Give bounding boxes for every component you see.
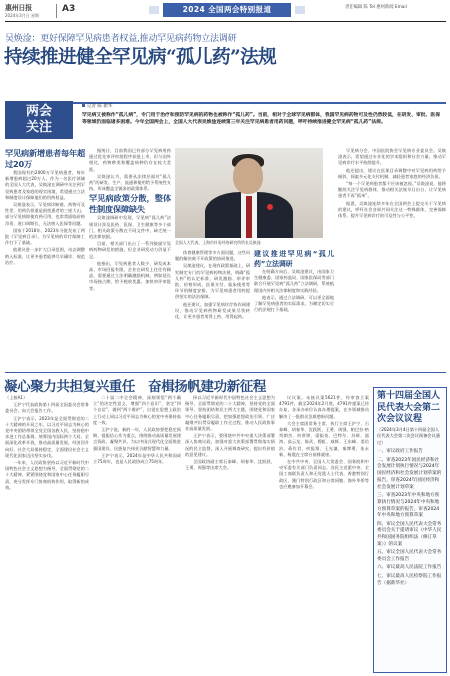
article2-headline: 凝心聚力共担复兴重任 奋楫扬帆建功新征程	[4, 379, 266, 395]
agenda-item: 七、审议最高人民检察院工作报告（据新华社）	[377, 573, 442, 586]
article1-column-3	[175, 250, 250, 370]
column1-section-title: 罕见病新增患者每年超过20万	[5, 148, 85, 169]
paragraph: 据统计，目前我国已有部分罕见病用药通过优先审评审批程序获批上市，但与国外相比，药物种类和覆盖病种仍存在较大差距。	[89, 148, 171, 172]
paragraph: 据悉，吴焕淦连续多年在全国两会上提交关于罕见病的建议，呼吁社会各界共同关注这一特殊群体，完善保障体系，提升罕见病诊疗的可及性与公平性。	[338, 200, 446, 219]
article1-column-5	[338, 148, 446, 370]
column2-section-title: 罕见病政策分散，整体性制度保障缺失	[89, 193, 171, 215]
paragraph: 我国现有约2000万罕见病患者，每年新增患病超过20万人。作为一名医疗领域的全国人大代表，吴焕淦在调研中关注到罕见病患者及家庭的现实困境，希望通过立法和制度设计保障他们的用药权益。	[5, 170, 85, 200]
article1-column-1	[5, 148, 85, 370]
paragraph: 一年来，人民政协坚持以习近平新时代中国特色社会主义思想为指导，全面贯彻党的二十大精神，紧紧围绕党和国家中心任务履职尽责，充分发挥专门协商机构作用，取得新的成效。	[5, 460, 89, 490]
agenda-item: 三、审查2023年中央和地方预算执行情况与2024年中央和地方预算草案的报告，审查2024年中央和地方预算草案	[377, 493, 440, 519]
paragraph: 他建议进一步扩大目录范围，动态调整纳入标准，让更多患者能够尽早确诊、规范治疗。	[5, 247, 85, 265]
paragraph: 议议案。未接议案5621件，经审查立案4791件，截至2024年2月底，4791件提案已经办复，各承办单位认真办理提案，在多领域推动解决了一批群众急难愁盼问题。	[279, 395, 369, 419]
paragraph: 他还提出，建议在医保目录调整中对罕见病用药给予倾斜，探索多元化支付机制，减轻患者家庭的经济负担。	[338, 167, 446, 179]
portrait-photo	[175, 148, 323, 238]
paragraph: “每一个罕见病患者都不应该被忽视。”吴焕淦说，他将继续关注罕见病群体，推动相关法规早日出台，让罕见病患者不再“孤单”。	[338, 181, 446, 199]
paragraph: 王沪宁说，新的一年，人民政协要把稳定预期、提振信心作为重点，围绕推动高质量发展建言资政、凝聚共识，为以中国式现代化全面推进强国建设、民族复兴伟业贡献智慧和力量。	[93, 427, 181, 451]
banner-left-ornament-icon	[149, 6, 159, 14]
paragraph: 全国政协副主席石泰峰、胡春华、沈跃跃、王勇、周强等出席大会。	[185, 459, 275, 471]
paragraph: 吴焕淦建议，在现有政策基础上，研究制定专门的罕见病药物法规，明确“孤儿药”的认定标准、研发激励、审评审批、价格形成、医保支付、临床使用等环节的制度安排，为罕见病患者用药提供坚实的法治保障。	[175, 263, 250, 300]
paragraph: 体育健康管理等多方面问题，这些问题的解决离不开政策的协同推进。	[175, 250, 250, 262]
article-subheadline: 吴焕淦：更好保障罕见病患者权益,推动罕见病药物立法调研	[5, 34, 237, 44]
section-label	[5, 101, 73, 139]
agenda-item: 二、审查2023年国民经济和社会发展计划执行情况与2024年国民经济和社会发展计划草案的报告，审查2024年国民经济和社会发展计划草案	[377, 457, 442, 490]
paragraph: 王沪宁代表政协第十四届全国委员会常务委员会，向大会报告工作。	[5, 402, 89, 414]
agenda-item: 四、审议全国人民代表大会常务委员会关于提请审议《中华人民共和国国务院组织法（修订草案）》的议案	[377, 521, 442, 548]
agenda-body	[377, 427, 443, 589]
agenda-item: 六、审议最高人民法院工作报告	[377, 565, 442, 571]
paragraph: 吴焕淦表示，罕见病诊断难、药物可及性差、用药负担重是困扰患者的三座大山，部分罕见病即使有药可用，也常常面临价格昂贵、进口周期长、无法纳入医保等问题。	[5, 202, 85, 226]
article-lead: 罕见病又被称作“孤儿病”，专门用于治疗和预防罕见病的药物也被称作“孤儿药”。当前，相对于全球罕见病群体，我国罕见病药物可及性仍然较低，在研发、审批、医保等领域仍面临诸多困难。今年全国两会上，全国人大代表吴焕淦连续第三年关注罕见病患者用药问题，呼吁持续推进健全罕见病“孤儿药”法规。	[82, 113, 440, 125]
newspaper-brand: 惠州日报	[5, 3, 32, 12]
paragraph: 国家于2018年、2023年分批发布了两批《罕见病目录》，为罕见病的诊疗保障工作打下了基础。	[5, 227, 85, 246]
page-number: A3	[62, 4, 76, 14]
article2-column-3	[185, 395, 275, 673]
paragraph: 大会主席团常务主席、执行主席王沪宁、石泰峰、胡春华、沈跃跃、王勇、周强、帕巴拉·格列朗杰、何厚铧、梁振英、巴特尔、苏辉、邵鸿、高云龙、陈武、穆虹、咸辉、王东峰、姜信治、蒋作君、何报翔、王光谦、秦博勇、朱永新、杨震在主席台前排就座。	[279, 420, 369, 457]
paragraph: 目前，相关部门出台了一系列鼓励罕见病药物研发的措施，但企业研发动力仍显不足。	[89, 241, 171, 259]
agenda-item: 一、审议政府工作报告	[377, 449, 423, 455]
agenda-intro: （2024年3月4日第十四届全国人民代表大会第二次会议预备会议通过）	[377, 427, 440, 445]
paragraph: 王沪宁表示，2024年是中华人民共和国成立75周年，也是人民政协成立75周年。	[93, 452, 181, 465]
paragraph: 王沪宁表示，要围绕中共中央重大决策部署深入协商议政，加强对重大决策部署贯彻落实情况的民主监督，深入开展调查研究，提出有价值的意见建议。	[185, 433, 275, 457]
source-note: （上接A1）	[5, 395, 28, 400]
paragraph: 罕见病分会、中国医院协会罕见病专业委员会。吴焕淦表示，希望通过专业化的学术组织和社会力量，推动罕见病诊疗水平持续提升。	[338, 148, 446, 166]
paragraph: 他还建议，加强罕见病诊疗协作网建设，推动罕见病药物研发成果尽快转化，让更多患者用得上药、用得起药。	[175, 301, 250, 320]
banner-title: 2024 全国两会特别报道	[182, 5, 272, 14]
article-separator	[5, 372, 446, 373]
section-label-line2: 关注	[25, 120, 52, 135]
header-rule	[5, 21, 446, 22]
paragraph: 他指出，罕见病患者人数少、研发成本高、市场回报有限，企业在研发上往往有顾虑，需要通过立法明确激励机制，例如延长市场独占期、给予税收优惠、加快审评审批等。	[89, 260, 171, 291]
banner-right-ornament-icon	[295, 6, 305, 14]
photo-caption: 全国人大代表、上海市针灸经络研究所所长吴焕淦	[175, 240, 261, 245]
byline-marker-icon	[82, 104, 85, 107]
agenda-item: 五、审议全国人民代表大会常务委员会工作报告	[377, 550, 442, 563]
header-divider	[56, 4, 57, 18]
section-label-line1: 两会	[25, 104, 52, 119]
article2-column-4	[279, 395, 369, 673]
editor-info: 责任编辑 陈 Tel 惠州新闻 Email	[345, 5, 407, 10]
article1-column-4	[254, 250, 334, 370]
paragraph: 择以习近平新时代中国特色社会主义思想为指导，全面贯彻党的二十大精神，坚持党的全面领导，坚持团结和民主两大主题，围绕党和国家中心任务履职尽责，把加强思想政治引领、广泛凝聚共识贯穿履职工作全过程，推动人民政协事业高质量发展。	[185, 395, 275, 432]
paragraph: 二十届二中全会精神，深刻领悟“两个确立”的决定性意义，增强“四个意识”，坚定“四个自信”，做到“两个维护”，自觉在思想上政治上行动上同以习近平同志为核心的党中央保持高度一致。	[93, 395, 181, 425]
issue-date: 2024年3月日 星期	[5, 13, 39, 18]
masthead	[5, 3, 39, 19]
byline	[82, 103, 112, 109]
article2-column-1	[5, 395, 89, 673]
paragraph: 王沪宁表示，2023年是全面贯彻党的二十大精神的开局之年，以习近平同志为核心的党中央团结带领全党全国各族人民，坚持稳中求进工作总基调，统筹国内国际两个大局，全面深化改革开放，推动高质量发展，经济回升向好，社会大局保持稳定，全面建设社会主义现代化国家迈出坚实步伐。	[5, 415, 89, 458]
paragraph: 他表示，通过立法调研，可以更全面地了解罕见病患者的实际需求，为制定切实可行的法规打下基础。	[254, 294, 334, 313]
article-headline: 持续推进健全罕见病“孤儿药”法规	[4, 47, 277, 68]
article1-column-2	[89, 148, 171, 370]
article2-column-2	[93, 395, 181, 673]
paragraph: 吴焕淦调研中发现，罕见病“孤儿药”法规设计涉及医药、医保、卫生健康等多个部门，相关政策分散在不同文件中，缺乏统一的法律依据。	[89, 215, 171, 240]
special-report-banner	[163, 3, 291, 17]
paragraph: 在明确方向后，吴焕淦建议，由国家卫生健康委、国家药监局、国家医保局等部门联合开展罕见病“孤儿药”立法调研，系统梳理国内外相关法律制度和实践经验。	[254, 269, 334, 293]
delegate-badge-icon	[267, 204, 273, 210]
agenda-title: 第十四届全国人民代表大会第二次会议议程	[377, 391, 441, 424]
paragraph: 在中共中央、全国人大常委会、国务院和中央军委有关部门负责同志，各民主党派中央、全国工商联负责人和无党派人士代表，香港特别行政区、澳门特别行政区和台湾同胞、海外华侨等也应邀参加开幕会。	[279, 459, 369, 489]
byline-text: 记者 陈 新华	[87, 104, 113, 109]
column4-section-title: 建议推进罕见病“孤儿药”立法调研	[254, 250, 334, 268]
paragraph: 吴焕淦认为，需要从法律层面对“孤儿药”的研发、生产、流通和使用给予系统性支持，形成覆盖全链条的政策体系。	[89, 173, 171, 192]
